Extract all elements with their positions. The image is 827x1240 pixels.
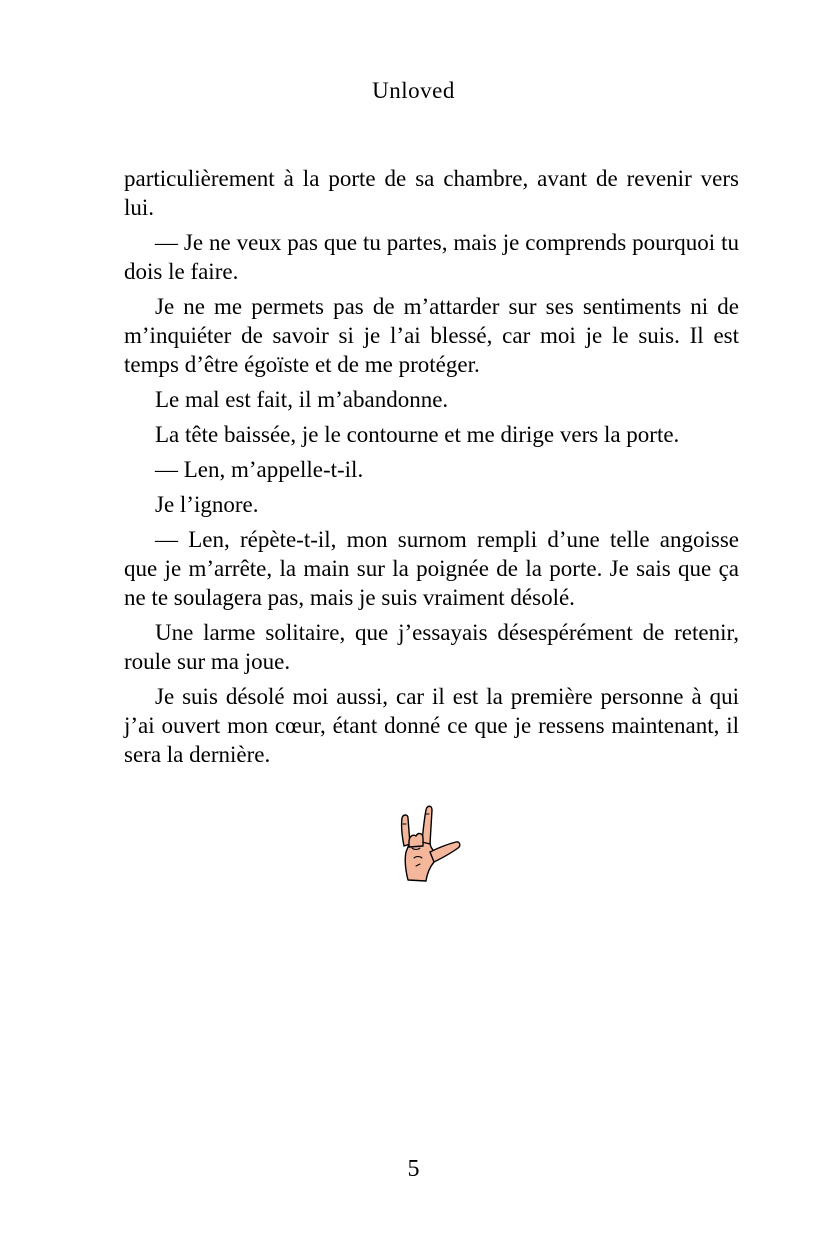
paragraph: Une larme solitaire, que j’essayais désespérément de retenir, roule sur ma joue. xyxy=(124,620,739,674)
paragraph: — Je ne veux pas que tu partes, mais je comprends pourquoi tu dois le faire. xyxy=(124,230,739,284)
page-number: 5 xyxy=(407,1156,420,1182)
paragraph: La tête baissée, je le contourne et me dirige vers la porte. xyxy=(155,422,680,447)
i-love-you-hand-sign-icon xyxy=(396,802,462,884)
paragraph: Le mal est fait, il m’abandonne. xyxy=(155,387,449,412)
paragraph: Je l’ignore. xyxy=(155,492,259,517)
paragraph: — Len, m’appelle-t-il. xyxy=(155,457,364,482)
paragraph: Je ne me permets pas de m’attarder sur ses sentiments ni de m’inquiéter de savoir si je l’ai blessé, car moi je le suis. Il est temps d’être égoïste et de me protéger. xyxy=(124,294,739,377)
paragraph: particulièrement à la porte de sa chambre, avant de revenir vers lui. xyxy=(124,166,739,220)
page-body xyxy=(124,164,739,775)
running-header-title: Unloved xyxy=(372,78,455,103)
paragraph: — Len, répète-t-il, mon surnom rempli d’une telle angoisse que je m’arrête, la main sur la poignée de la porte. Je sais que ça ne te soulagera pas, mais je suis vraiment désolé. xyxy=(124,527,739,610)
paragraph: Je suis désolé moi aussi, car il est la première personne à qui j’ai ouvert mon cœur, étant donné ce que je ressens maintenant, il sera la dernière. xyxy=(124,684,739,767)
